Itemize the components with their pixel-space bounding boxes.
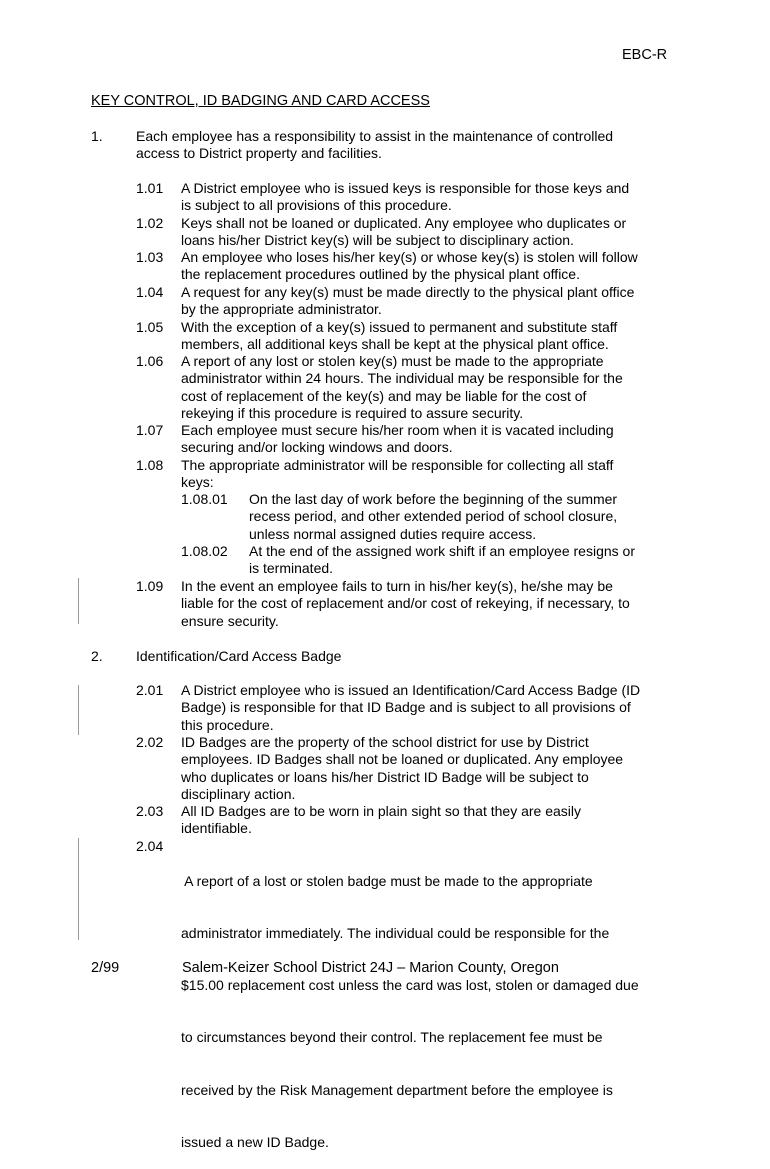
text-line: who duplicates or loans his/her District ID Badge will be subject to <box>181 768 589 785</box>
item-text <box>181 838 691 1169</box>
item-text <box>181 249 691 284</box>
text-line: At the end of the assigned work shift if an employee resigns or <box>249 543 635 559</box>
item-text <box>181 422 691 457</box>
item-number: 1.01 <box>136 180 164 196</box>
subitem-text <box>249 491 689 543</box>
subitem-number: 1.08.02 <box>181 543 228 559</box>
text-line: A District employee who is issued an Identification/Card Access Badge (ID <box>181 682 641 698</box>
item-number: 1.02 <box>136 215 164 231</box>
text-line: $15.00 replacement cost unless the card was lost, stolen or damaged due <box>181 977 639 994</box>
item-text <box>181 180 691 215</box>
text-line: On the last day of work before the beginning of the summer <box>249 491 618 507</box>
text-line: the replacement procedures outlined by the physical plant office. <box>181 266 580 283</box>
item-text <box>181 734 691 804</box>
text-line: received by the Risk Management department before the employee is <box>181 1081 613 1098</box>
item-text <box>181 803 691 838</box>
item-text <box>181 457 691 492</box>
text-line: access to District property and facilities. <box>136 145 382 162</box>
text-line: All ID Badges are to be worn in plain sight so that they are easily <box>181 803 581 819</box>
text-line: administrator immediately. The individual could be responsible for the <box>181 925 610 942</box>
text-line: employees. ID Badges shall not be loaned or duplicated. Any employee <box>181 751 624 768</box>
item-number: 1.08 <box>136 457 164 473</box>
text-line: Badge) is responsible for that ID Badge and is subject to all provisions of <box>181 699 631 716</box>
item-text <box>181 578 691 630</box>
subitem-text <box>249 543 689 578</box>
text-line: issued a new ID Badge. <box>181 1133 329 1150</box>
text-line: Identification/Card Access Badge <box>136 648 342 664</box>
text-line: cost of replacement of the key(s) and may be liable for the cost of <box>181 387 587 404</box>
item-number: 1.09 <box>136 578 164 594</box>
text-line: An employee who loses his/her key(s) or whose key(s) is stolen will follow <box>181 249 638 265</box>
text-line: A report of a lost or stolen badge must be made to the appropriate <box>181 872 593 889</box>
item-number: 2.03 <box>136 803 164 819</box>
text-line: ID Badges are the property of the school district for use by District <box>181 734 589 750</box>
text-line: rekeying if this procedure is required to assure security. <box>181 405 524 422</box>
item-number: 1.04 <box>136 284 164 300</box>
text-line: With the exception of a key(s) issued to permanent and substitute staff <box>181 319 618 335</box>
text-line: members, all additional keys shall be kept at the physical plant office. <box>181 336 609 353</box>
item-number: 1.03 <box>136 249 164 265</box>
document-title: KEY CONTROL, ID BADGING AND CARD ACCESS <box>91 93 430 109</box>
text-line: A District employee who is issued keys is responsible for those keys and <box>181 180 630 196</box>
item-text <box>181 284 691 319</box>
revision-bar <box>78 838 79 940</box>
text-line: In the event an employee fails to turn in his/her key(s), he/she may be <box>181 578 613 594</box>
text-line: is terminated. <box>249 560 334 577</box>
section-intro <box>136 128 696 163</box>
text-line: this procedure. <box>181 716 274 733</box>
text-line: recess period, and other extended period of school closure, <box>249 508 618 525</box>
text-line: A report of any lost or stolen key(s) must be made to the appropriate <box>181 353 604 369</box>
text-line: by the appropriate administrator. <box>181 301 382 318</box>
item-text <box>181 353 691 423</box>
text-line: A request for any key(s) must be made directly to the physical plant office <box>181 284 635 300</box>
text-line: ensure security. <box>181 612 279 629</box>
subitem-number: 1.08.01 <box>181 491 228 507</box>
section-number: 1. <box>91 128 103 144</box>
text-line: loans his/her District key(s) will be subject to disciplinary action. <box>181 232 574 249</box>
section-heading <box>136 648 696 665</box>
text-line: keys: <box>181 474 214 491</box>
revision-bar <box>78 685 79 735</box>
item-number: 1.05 <box>136 319 164 335</box>
document-code: EBC-R <box>622 47 668 63</box>
item-number: 2.01 <box>136 682 164 698</box>
text-line: identifiable. <box>181 820 252 837</box>
text-line: The appropriate administrator will be responsible for collecting all staff <box>181 457 614 473</box>
item-text <box>181 319 691 354</box>
text-line: administrator within 24 hours. The individual may be responsible for the <box>181 370 623 387</box>
item-text <box>181 682 691 734</box>
item-text <box>181 215 691 250</box>
item-number: 2.02 <box>136 734 164 750</box>
text-line: to circumstances beyond their control. The replacement fee must be <box>181 1029 603 1046</box>
footer-district: Salem-Keizer School District 24J – Marion County, Oregon <box>182 960 559 976</box>
text-line: disciplinary action. <box>181 786 296 803</box>
text-line: Each employee has a responsibility to assist in the maintenance of controlled <box>136 128 614 144</box>
item-number: 2.04 <box>136 838 164 854</box>
section-number: 2. <box>91 648 103 664</box>
footer-date: 2/99 <box>91 960 120 976</box>
text-line: unless normal assigned duties require access. <box>249 525 537 542</box>
text-line: is subject to all provisions of this procedure. <box>181 197 452 214</box>
item-number: 1.07 <box>136 422 164 438</box>
text-line: securing and/or locking windows and doors. <box>181 439 453 456</box>
item-number: 1.06 <box>136 353 164 369</box>
text-line: Keys shall not be loaned or duplicated. Any employee who duplicates or <box>181 215 627 231</box>
revision-bar <box>78 578 79 624</box>
text-line: liable for the cost of replacement and/or cost of rekeying, if necessary, to <box>181 595 630 612</box>
text-line: Each employee must secure his/her room when it is vacated including <box>181 422 614 438</box>
